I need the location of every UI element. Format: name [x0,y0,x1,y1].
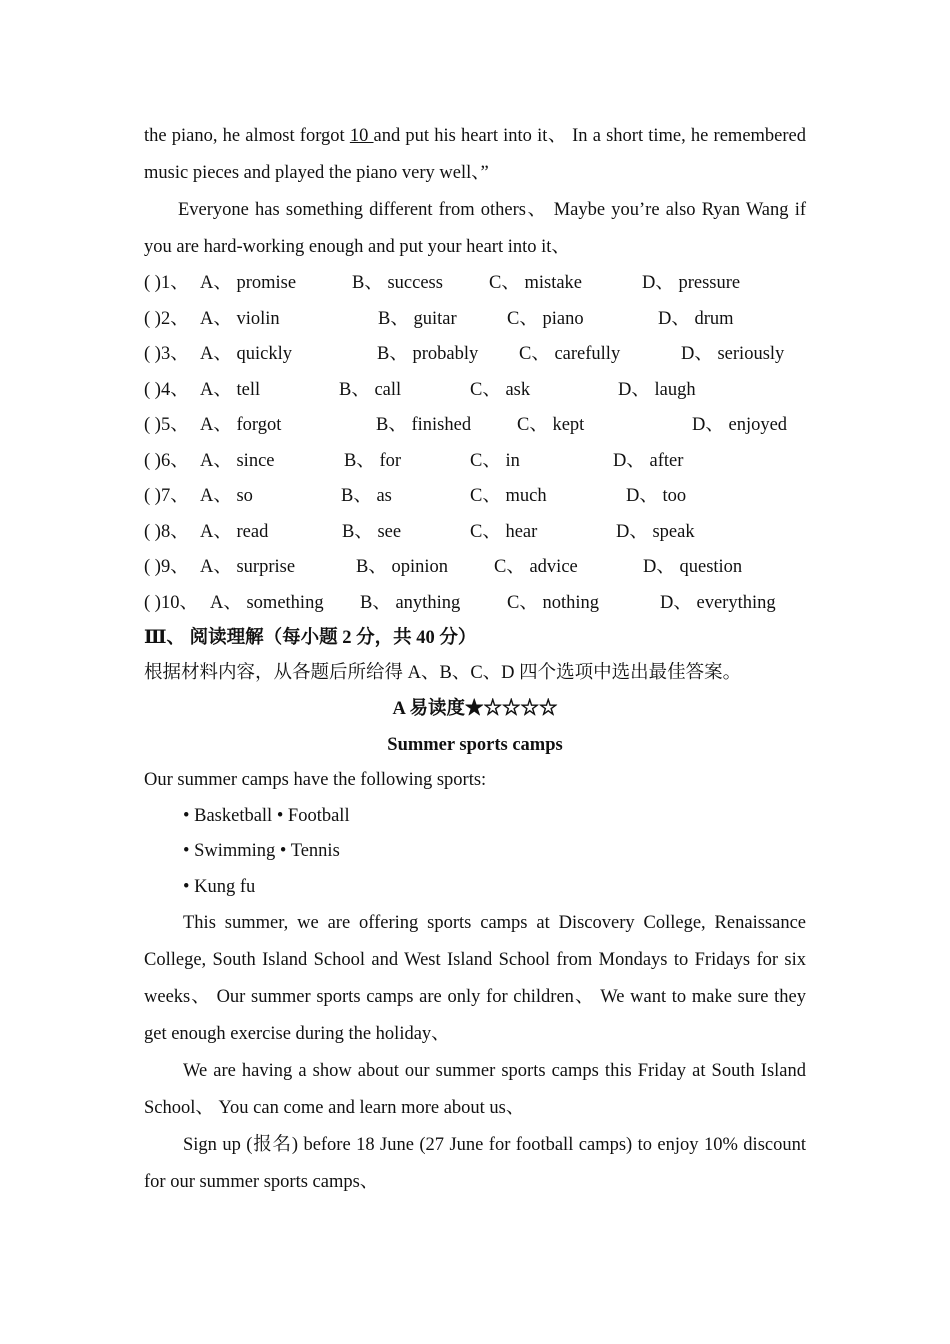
option-d: D、 laugh [618,379,696,400]
option-d: D、 after [613,450,684,471]
question-list [144,266,806,621]
question-row [144,444,806,480]
option-b: B、 as [341,486,392,506]
option-a: A、 something [210,592,324,613]
question-number: ( )9、 [144,557,189,577]
option-d: D、 pressure [642,273,741,293]
bullet-line: • Basketball • Football [183,805,350,826]
option-c: C、 much [470,486,547,506]
passage-paragraph-end [144,118,806,192]
option-d: D、 question [643,557,743,577]
option-b: B、 call [339,379,402,400]
document-page [144,118,806,1201]
passage-text-cont: and put his heart into it、 In a short time, he remembered music pieces and played the piano very well、” [144,126,807,183]
question-row [144,586,806,622]
option-b: B、 guitar [378,308,457,329]
option-c: C、 mistake [489,273,583,293]
question-number: ( )7、 [144,486,189,506]
section-instruction: 根据材料内容，从各题后所给得 A、B、C、D 四个选项中选出最佳答案。 [144,663,742,683]
bullet-line: • Kung fu [183,876,256,897]
passage-text: the piano, he almost forgot [144,126,350,146]
section-heading: Ⅲ、 阅读理解（每小题 2 分，共 40 分） [144,628,477,648]
option-a: A、 so [200,486,253,506]
question-number: ( )8、 [144,521,189,542]
option-c: C、 advice [494,557,578,577]
article-title: Summer sports camps [387,735,563,755]
option-b: B、 for [344,450,402,471]
option-d: D、 enjoyed [692,415,788,435]
question-row [144,550,806,586]
question-number: ( )2、 [144,308,189,329]
option-c: C、 piano [507,308,584,329]
question-number: ( )6、 [144,450,189,471]
part-label: A 易读度★☆☆☆☆ [392,699,558,719]
option-b: B、 success [352,273,443,293]
question-number: ( )10、 [144,592,198,613]
option-b: B、 anything [360,592,461,613]
option-d: D、 speak [616,521,695,542]
question-row [144,266,806,302]
option-b: B、 probably [377,344,479,364]
article-intro: Our summer camps have the following sports: [144,770,487,790]
option-d: D、 too [626,486,687,506]
question-number: ( )1、 [144,273,189,293]
option-a: A、 surprise [200,557,296,577]
passage-paragraph: Everyone has something different from others、 Maybe you’re also Ryan Wang if you are hard-working enough and put your heart into it、 [144,200,806,257]
question-row [144,408,806,444]
option-c: C、 in [470,450,520,471]
option-b: B、 opinion [356,557,448,577]
option-b: B、 finished [376,415,472,435]
blank-10: 10 [349,126,374,146]
option-b: B、 see [342,521,402,542]
question-row [144,337,806,373]
option-c: C、 nothing [507,592,599,613]
option-a: A、 quickly [200,344,292,364]
bullet-line: • Swimming • Tennis [183,841,340,861]
option-a: A、 since [200,450,275,471]
option-c: C、 ask [470,379,531,400]
option-a: A、 read [200,521,269,542]
question-number: ( )3、 [144,344,189,364]
option-a: A、 promise [200,273,297,293]
article-paragraph: This summer, we are offering sports camps at Discovery College, Renaissance College, South Island School and West Island School from Mondays to Fridays for six weeks、 Our summer sports camps are only for children、 We want to make sure they get enough exercise during the holiday、 [144,913,806,1044]
option-c: C、 carefully [519,344,621,364]
article-paragraph: Sign up (报名) before 18 June (27 June for football camps) to enjoy 10% discount for our summer sports camps、 [144,1135,806,1192]
option-a: A、 violin [200,308,280,329]
question-row [144,302,806,338]
question-number: ( )4、 [144,379,189,400]
option-a: A、 forgot [200,415,282,435]
option-d: D、 seriously [681,344,785,364]
question-row [144,479,806,515]
question-row [144,515,806,551]
question-number: ( )5、 [144,415,189,435]
question-row [144,373,806,409]
article-paragraph: We are having a show about our summer sports camps this Friday at South Island School、 You can come and learn more about us、 [144,1061,806,1118]
option-a: A、 tell [200,379,261,400]
option-d: D、 everything [660,592,776,613]
option-d: D、 drum [658,308,734,329]
option-c: C、 hear [470,521,538,542]
option-c: C、 kept [517,415,585,435]
